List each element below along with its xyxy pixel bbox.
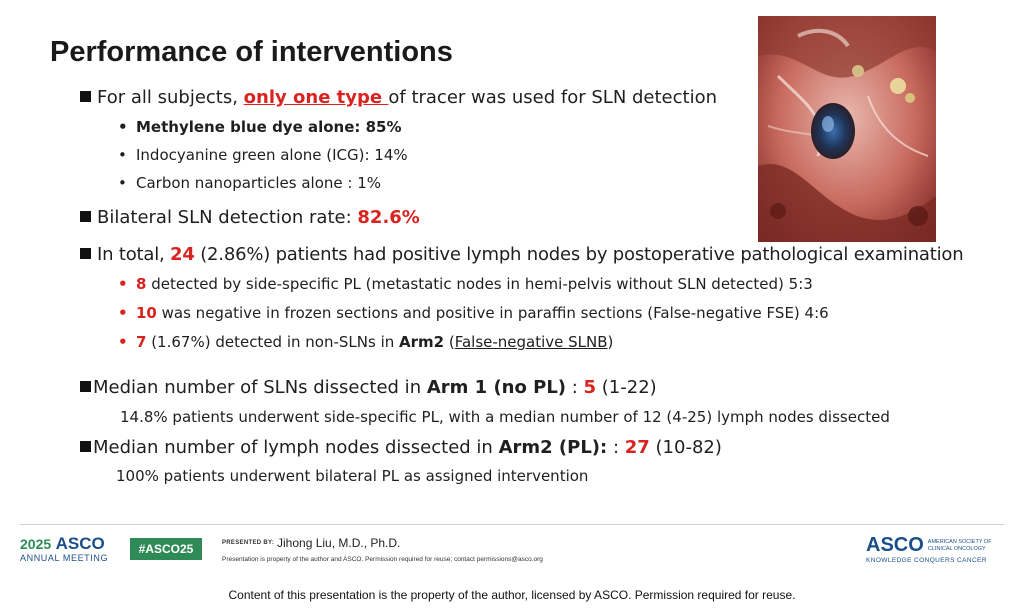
asco-annual-meeting-logo: 2025 ASCO ANNUAL MEETING bbox=[20, 534, 109, 563]
round-bullet-icon: • bbox=[118, 146, 127, 164]
sub-bullet-non-sln: • 7 (1.67%) detected in non-SLNs in Arm2 (False-negative SLNB) bbox=[118, 333, 614, 351]
square-bullet-icon bbox=[80, 211, 91, 222]
round-bullet-icon: • bbox=[118, 118, 128, 136]
footer-divider bbox=[20, 524, 1004, 525]
rights-note: Presentation is property of the author and ASCO. Permission required for reuse; contact permissions@asco.org bbox=[222, 556, 543, 563]
slide-title: Performance of interventions bbox=[50, 36, 453, 68]
sub-bullet-side-specific: • 8 detected by side-specific PL (metastatic nodes in hemi-pelvis without SLN detected) 5:3 bbox=[118, 275, 813, 293]
sub-bullet-frozen-sections: • 10 was negative in frozen sections and positive in paraffin sections (False-negative FSE) 4:6 bbox=[118, 304, 829, 322]
arm2-note: 100% patients underwent bilateral PL as assigned intervention bbox=[116, 467, 589, 485]
sub-bullet-methylene: • Methylene blue dye alone: 85% bbox=[118, 118, 402, 136]
sub-bullet-carbon: • Carbon nanoparticles alone : 1% bbox=[118, 174, 382, 192]
bullet-bilateral-rate: Bilateral SLN detection rate: 82.6% bbox=[80, 207, 420, 228]
square-bullet-icon bbox=[80, 248, 91, 259]
asco-society-logo: ASCO AMERICAN SOCIETY OF CLINICAL ONCOLOGY KNOWLEDGE CONQUERS CANCER bbox=[866, 534, 992, 564]
bullet-arm2-median: Median number of lymph nodes dissected in Arm2 (PL): : 27 (10-82) bbox=[80, 437, 722, 458]
round-bullet-icon: • bbox=[118, 333, 128, 351]
square-bullet-icon bbox=[80, 381, 91, 392]
bilateral-rate-value: 82.6% bbox=[357, 207, 420, 228]
hashtag-badge: #ASCO25 bbox=[130, 538, 202, 560]
sub-bullet-icg: • Indocyanine green alone (ICG): 14% bbox=[118, 146, 408, 164]
surgical-photo bbox=[758, 16, 936, 242]
presenter-name: Jihong Liu, M.D., Ph.D. bbox=[277, 536, 401, 550]
square-bullet-icon bbox=[80, 441, 91, 452]
bullet-tracer-type: For all subjects, only one type of tracer was used for SLN detection bbox=[80, 87, 717, 108]
presented-by-label: PRESENTED BY: bbox=[222, 540, 275, 546]
round-bullet-icon: • bbox=[118, 275, 128, 293]
round-bullet-icon: • bbox=[118, 304, 128, 322]
arm1-note: 14.8% patients underwent side-specific PL, with a median number of 12 (4-25) lymph nodes dissected bbox=[120, 408, 890, 426]
bullet-positive-nodes: In total, 24 (2.86%) patients had positive lymph nodes by postoperative pathological examination bbox=[80, 244, 963, 265]
square-bullet-icon bbox=[80, 91, 91, 102]
highlight-only-one-type: only one type bbox=[243, 87, 389, 108]
bullet-arm1-median: Median number of SLNs dissected in Arm 1 (no PL) : 5 (1-22) bbox=[80, 377, 657, 398]
round-bullet-icon: • bbox=[118, 174, 127, 192]
copyright-line: Content of this presentation is the property of the author, licensed by ASCO. Permission required for reuse. bbox=[228, 588, 796, 602]
